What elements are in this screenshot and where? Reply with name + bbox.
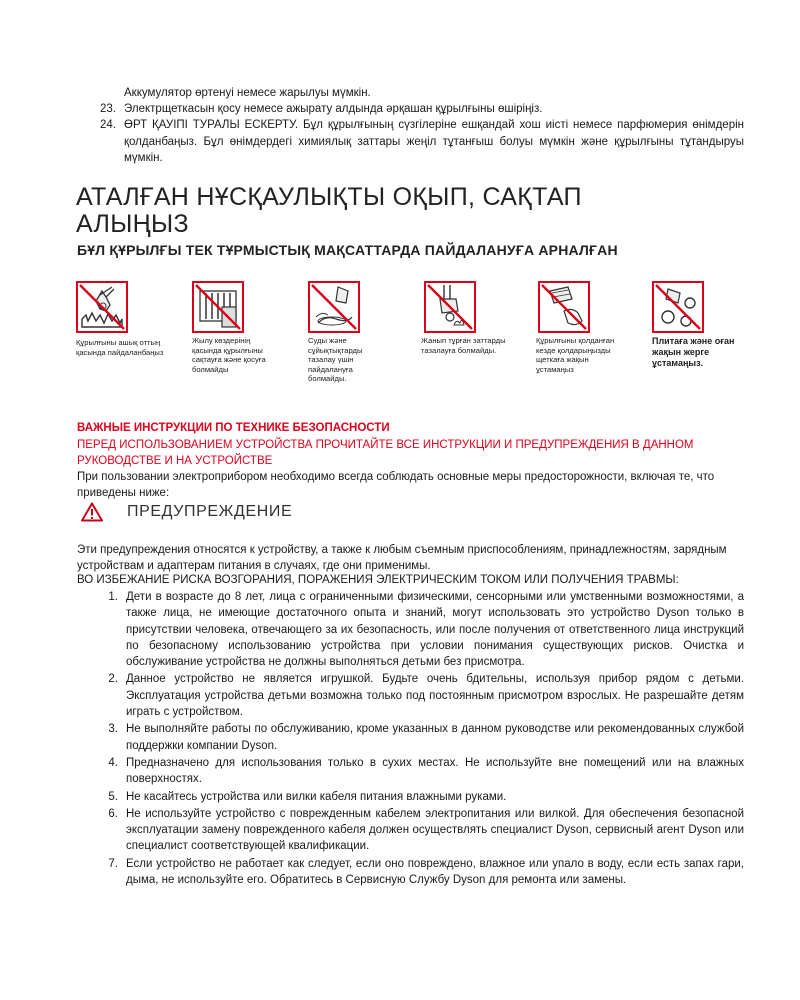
pictogram-caption: Суды және сұйықтықтарды тазалау үшін пайдалануға болмайды.	[308, 336, 363, 384]
item-text: Предназначено для использования только в сухих местах. Не используйте вне помещений или на влажных поверхностях.	[126, 756, 744, 786]
item-number: 1.	[108, 591, 118, 603]
list-item	[108, 589, 744, 670]
ru-read-instructions: ПЕРЕД ИСПОЛЬЗОВАНИЕМ УСТРОЙСТВА ПРОЧИТАЙТЕ ВСЕ ИНСТРУКЦИИ И ПРЕДУПРЕЖДЕНИЯ В ДАННОМ РУКОВОДСТВЕ И НА УСТРОЙСТВЕ	[77, 439, 694, 467]
item-text: Не выполняйте работы по обслуживанию, кроме указанных в данном руководстве или рекомендованных службой поддержки компании Dyson.	[126, 723, 744, 752]
no-suction-near-flame-icon	[76, 281, 128, 333]
item-number: 7.	[108, 857, 118, 870]
pictogram-caption: Жанып тұрған заттарды тазалауға болмайды.	[421, 336, 506, 355]
no-liquid-pickup-icon	[308, 281, 360, 333]
list-item	[108, 721, 744, 754]
list-item	[100, 117, 744, 166]
kz-page-title: АТАЛҒАН НҰСҚАУЛЫҚТЫ ОҚЫП, САҚТАП АЛЫҢЫЗ	[76, 183, 582, 238]
item-text: Данное устройство не является игрушкой. Будьте очень бдительны, используя прибор рядом с детьми. Эксплуатация устройства детьми возможна только под постоянным присмотром взрослых. Не разрешайте детям играть с устройством.	[126, 673, 744, 719]
list-item	[108, 856, 744, 889]
item-number: 6.	[108, 807, 118, 820]
ru-intro-text: При пользовании электроприбором необходимо всегда соблюдать основные меры предосторожности, включая те, что приведены ниже:	[77, 471, 715, 499]
item-number: 24.	[100, 119, 116, 132]
item-text: Не касайтесь устройства или вилки кабеля питания влажными руками.	[126, 790, 507, 803]
list-item	[108, 789, 744, 805]
item-number: 3.	[108, 723, 118, 736]
pictogram-caption: Жылу көздерінің қасында құрылғыны сақтауға және қосуға болмайды	[192, 336, 266, 374]
item-text: Не используйте устройство с поврежденным кабелем электропитания или вилкой. Для обеспечения безопасной эксплуатации замену поврежденного кабеля должен осуществлять специалист Dyson, сервисный агент Dyson или специалист соответствующей квалификации.	[126, 807, 744, 853]
pictogram-caption: Плитаға және оған жақын жерге ұстамаңыз.	[652, 336, 735, 368]
warning-triangle-icon	[81, 502, 103, 527]
item-number: 2.	[108, 673, 118, 686]
ru-safety-list	[108, 589, 744, 889]
ru-safety-heading: ВАЖНЫЕ ИНСТРУКЦИИ ПО ТЕХНИКЕ БЕЗОПАСНОСТИ	[77, 422, 390, 434]
kz-safety-list	[100, 101, 744, 166]
no-storage-near-heat-icon	[192, 281, 244, 333]
item-text: Дети в возрасте до 8 лет, лица с ограниченными физическими, сенсорными или умственными возможностями, а также лица, не имеющие достаточного опыта и знаний, могут использовать это устройство Dyson только в присутствии человека, отвечающего за их безопасность, или после получения от ответственного лица инструкций по безопасному использованию устройства при условии понимания существующих рисков. Очистка и обслуживание устройства не должны выполняться детьми без присмотра.	[126, 591, 744, 669]
list-item	[108, 671, 744, 720]
no-stovetop-icon	[652, 281, 704, 333]
item-number: 5.	[108, 790, 118, 803]
item-number: 4.	[108, 756, 118, 769]
warning-label: ПРЕДУПРЕЖДЕНИЕ	[127, 503, 293, 520]
kz-continuation-text: Аккумулятор өртенуі немесе жарылуы мүмкін.	[124, 87, 371, 99]
ru-warning-text: Эти предупреждения относятся к устройству, а также к любым съемным приспособлениям, принадлежностям, зарядным устройствам и адаптерам питания в случаях, где они применимы.	[77, 544, 727, 572]
list-item	[108, 755, 744, 788]
item-number: 23.	[100, 103, 116, 115]
ru-risk-line: ВО ИЗБЕЖАНИЕ РИСКА ВОЗГОРАНИЯ, ПОРАЖЕНИЯ ЭЛЕКТРИЧЕСКИМ ТОКОМ ИЛИ ПОЛУЧЕНИЯ ТРАВМЫ:	[77, 574, 679, 586]
pictogram-caption: Құрылғыны ашық оттың қасында пайдаланбаңыз	[76, 338, 164, 357]
no-wet-hands-icon	[538, 281, 590, 333]
no-burning-objects-icon	[424, 281, 476, 333]
pictogram-caption: Құрылғыны қолданған кезде қолдарыңызды щеткаға жақын ұстамаңыз	[536, 336, 615, 374]
item-text: Если устройство не работает как следует, если оно повреждено, влажное или упало в воду, если есть запах гари, дыма, не используйте его. Обратитесь в Сервисную Службу Dyson для ремонта или замены.	[126, 857, 744, 887]
warning-header	[81, 501, 481, 525]
item-text: Электрщеткасын қосу немесе ажырату алдында әрқашан құрылғыны өшіріңіз.	[124, 103, 543, 115]
list-item	[108, 806, 744, 855]
kz-subtitle: БҰЛ ҚҰРЫЛҒЫ ТЕК ТҰРМЫСТЫҚ МАҚСАТТАРДА ПАЙДАЛАНУҒА АРНАЛҒАН	[77, 242, 618, 258]
list-item	[100, 101, 744, 117]
item-text: ӨРТ ҚАУІПІ ТУРАЛЫ ЕСКЕРТУ. Бұл құрылғының сүзгілеріне ешқандай хош иісті немесе парфюмерия өнімдерін қолданбаңыз. Бұл өнімдердегі химиялық заттары жеңіл тұтанғыш болуы мүмкін және құрылғыны тұтандыруы мүмкін.	[124, 119, 744, 164]
